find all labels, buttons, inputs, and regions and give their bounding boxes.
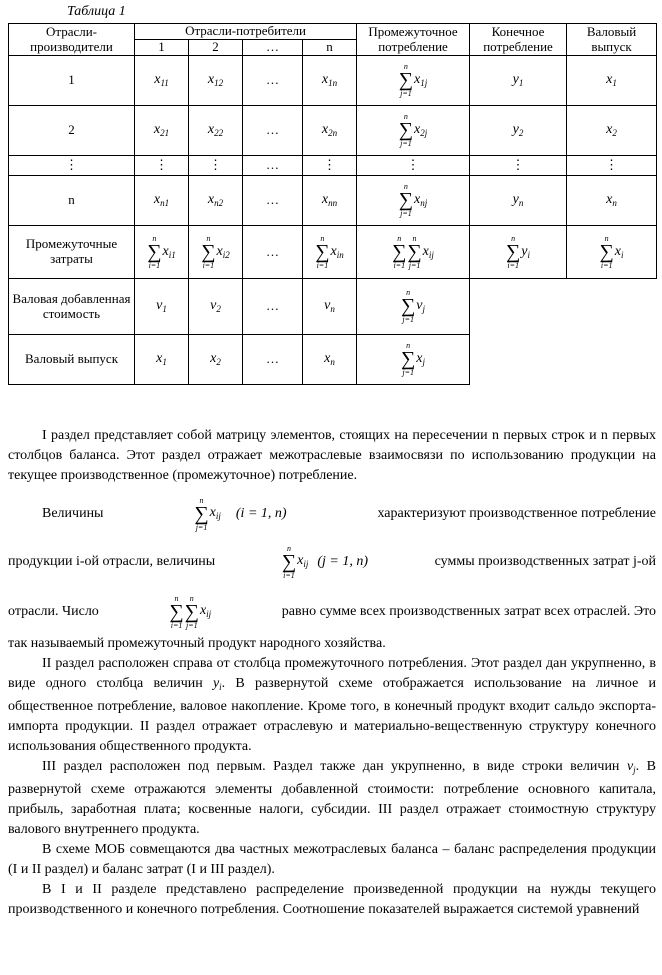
final-cell: ⋮ <box>470 156 567 176</box>
table-row <box>9 176 657 226</box>
gross-cell: $x_n$ <box>567 176 657 226</box>
table-cell: $v_2$ <box>189 279 243 335</box>
header-final: Конечное потребление <box>470 24 567 56</box>
table-caption: Таблица 1 <box>67 4 126 19</box>
table-cell: … <box>243 176 303 226</box>
paragraph: II раздел расположен справа от столбца промежуточного потребления. Этот раздел дан укрупненно, в виде одного столбца величин $y_i$. В развернутой схеме отображается использование на личное и общественное потребление, валовое накопление. Кроме того, в конечный продукт входит сальдо экспорта-импорта продукции. II раздел отражает отраслевую и материально-вещественную структуру конечного использования общественного продукта. <box>8 656 656 754</box>
table-row <box>9 106 657 156</box>
table-cell: … <box>243 279 303 335</box>
col-header: 1 <box>135 40 189 56</box>
gross-cell: ⋮ <box>567 156 657 176</box>
table-cell: n ∑ i=1 $x_{i2}$ <box>189 226 243 279</box>
table-cell: … <box>243 106 303 156</box>
gva-row <box>9 279 657 335</box>
formula: n ∑ j=1 $x_{ij}$ (i = 1, n) <box>194 495 287 532</box>
table-cell: ⋮ <box>189 156 243 176</box>
row-label: Валовая добавленная стоимость <box>9 279 135 335</box>
row-sum-cell: ⋮ <box>357 156 470 176</box>
row-label: Валовый выпуск <box>9 335 135 385</box>
table-cell: ⋮ <box>135 156 189 176</box>
table-cell: … <box>243 56 303 106</box>
text-fragment: отрасли. Число <box>8 604 99 619</box>
gross-total-cell: n ∑ i=1 $x_i$ <box>567 226 657 279</box>
text-fragment: продукции i-ой отрасли, величины <box>8 554 216 569</box>
intermediate-costs-row <box>9 226 657 279</box>
row-label: n <box>9 176 135 226</box>
paragraph: III раздел расположен под первым. Раздел также дан укрупненно, в виде строки величин $v_j$. В развернутой схеме отражаются элементы добавленной стоимости: потребление основного капитала, прибыль, заработная плата; косвенные налоги, субсидии. III раздел отражает стоимостную структуру валового внутреннего продукта. <box>8 759 657 837</box>
table-cell: $x_2$ <box>189 335 243 385</box>
table-cell: $x_{12}$ <box>189 56 243 106</box>
row-label: ⋮ <box>9 156 135 176</box>
final-cell: $y_n$ <box>470 176 567 226</box>
table-cell: $v_n$ <box>303 279 357 335</box>
final-cell: $y_2$ <box>470 106 567 156</box>
gross-cell: $x_1$ <box>567 56 657 106</box>
row-sum-cell: n ∑ j=1 $x_{1j}$ <box>357 56 470 106</box>
table-cell: $x_{nn}$ <box>303 176 357 226</box>
col-header: 2 <box>189 40 243 56</box>
gross-cell: $x_2$ <box>567 106 657 156</box>
gross-output-row <box>9 335 657 385</box>
formula: n ∑ i=1 $x_{ij}$ (j = 1, n) <box>281 543 368 580</box>
text-fragment: равно сумме всех производственных затрат всех отраслей. Это <box>281 604 656 619</box>
header-gross: Валовый выпуск <box>567 24 657 56</box>
formula-line <box>8 492 656 536</box>
table-cell: $v_1$ <box>135 279 189 335</box>
header-producers: Отрасли-производители <box>9 24 135 56</box>
header-row-1 <box>9 24 657 40</box>
col-header: n <box>303 40 357 56</box>
text-fragment: Величины <box>42 506 104 521</box>
header-intermediate: Промежуточное потребление <box>357 24 470 56</box>
table-row <box>9 56 657 106</box>
table-cell: … <box>243 335 303 385</box>
table-cell: $x_1$ <box>135 335 189 385</box>
formula: n ∑ i=1 n ∑ j=1 $x_{ij}$ <box>169 593 212 630</box>
gva-sum-cell: n ∑ j=1 $v_j$ <box>357 279 470 335</box>
text-fragment: суммы производственных затрат j-ой <box>434 554 656 569</box>
table-cell: $x_{21}$ <box>135 106 189 156</box>
table-cell: $x_{11}$ <box>135 56 189 106</box>
table-cell: $x_{22}$ <box>189 106 243 156</box>
paragraph: В I и II разделе представлено распределение произведенной продукции на нужды текущего производственного и конечного потребления. Соотношение показателей выражается системой уравнений <box>8 882 656 917</box>
final-cell: $y_1$ <box>470 56 567 106</box>
total-sum-cell: n ∑ i=1 n ∑ j=1 $x_{ij}$ <box>357 226 470 279</box>
gross-sum-cell: n ∑ j=1 $x_j$ <box>357 335 470 385</box>
table-cell: $x_{2n}$ <box>303 106 357 156</box>
paragraph: В схеме МОБ совмещаются два частных межотраслевых баланса – баланс распределения продукции (I и II раздел) и баланс затрат (I и III раздел). <box>8 842 656 877</box>
paragraph: так называемый промежуточный продукт народного хозяйства. <box>8 636 386 651</box>
table-cell: ⋮ <box>303 156 357 176</box>
row-label: Промежуточные затраты <box>9 226 135 279</box>
row-label: 2 <box>9 106 135 156</box>
balance-table <box>8 23 657 385</box>
final-total-cell: n ∑ i=1 $y_i$ <box>470 226 567 279</box>
table-row <box>9 156 657 176</box>
body-text <box>8 426 656 920</box>
table-cell: $x_{1n}$ <box>303 56 357 106</box>
row-sum-cell: n ∑ j=1 $x_{2j}$ <box>357 106 470 156</box>
formula-line <box>8 540 656 584</box>
header-consumers: Отрасли-потребители <box>135 24 357 40</box>
paragraph: I раздел представляет собой матрицу элементов, стоящих на пересечении n первых строк и n первых столбцов баланса. Этот раздел отражает межотраслевые взаимосвязи по использованию продукции на текущее производственное (промежуточное) потребление. <box>8 428 656 483</box>
table-cell: n ∑ i=1 $x_{i1}$ <box>135 226 189 279</box>
table-cell: … <box>243 156 303 176</box>
table-cell: $x_{n2}$ <box>189 176 243 226</box>
row-label: 1 <box>9 56 135 106</box>
col-header: … <box>243 40 303 56</box>
table-cell: … <box>243 226 303 279</box>
formula-line <box>8 590 656 634</box>
table-cell: $x_n$ <box>303 335 357 385</box>
table-cell: $x_{n1}$ <box>135 176 189 226</box>
row-sum-cell: n ∑ j=1 $x_{nj}$ <box>357 176 470 226</box>
table-cell: n ∑ i=1 $x_{in}$ <box>303 226 357 279</box>
text-fragment: характеризуют производственное потребление <box>377 506 656 521</box>
